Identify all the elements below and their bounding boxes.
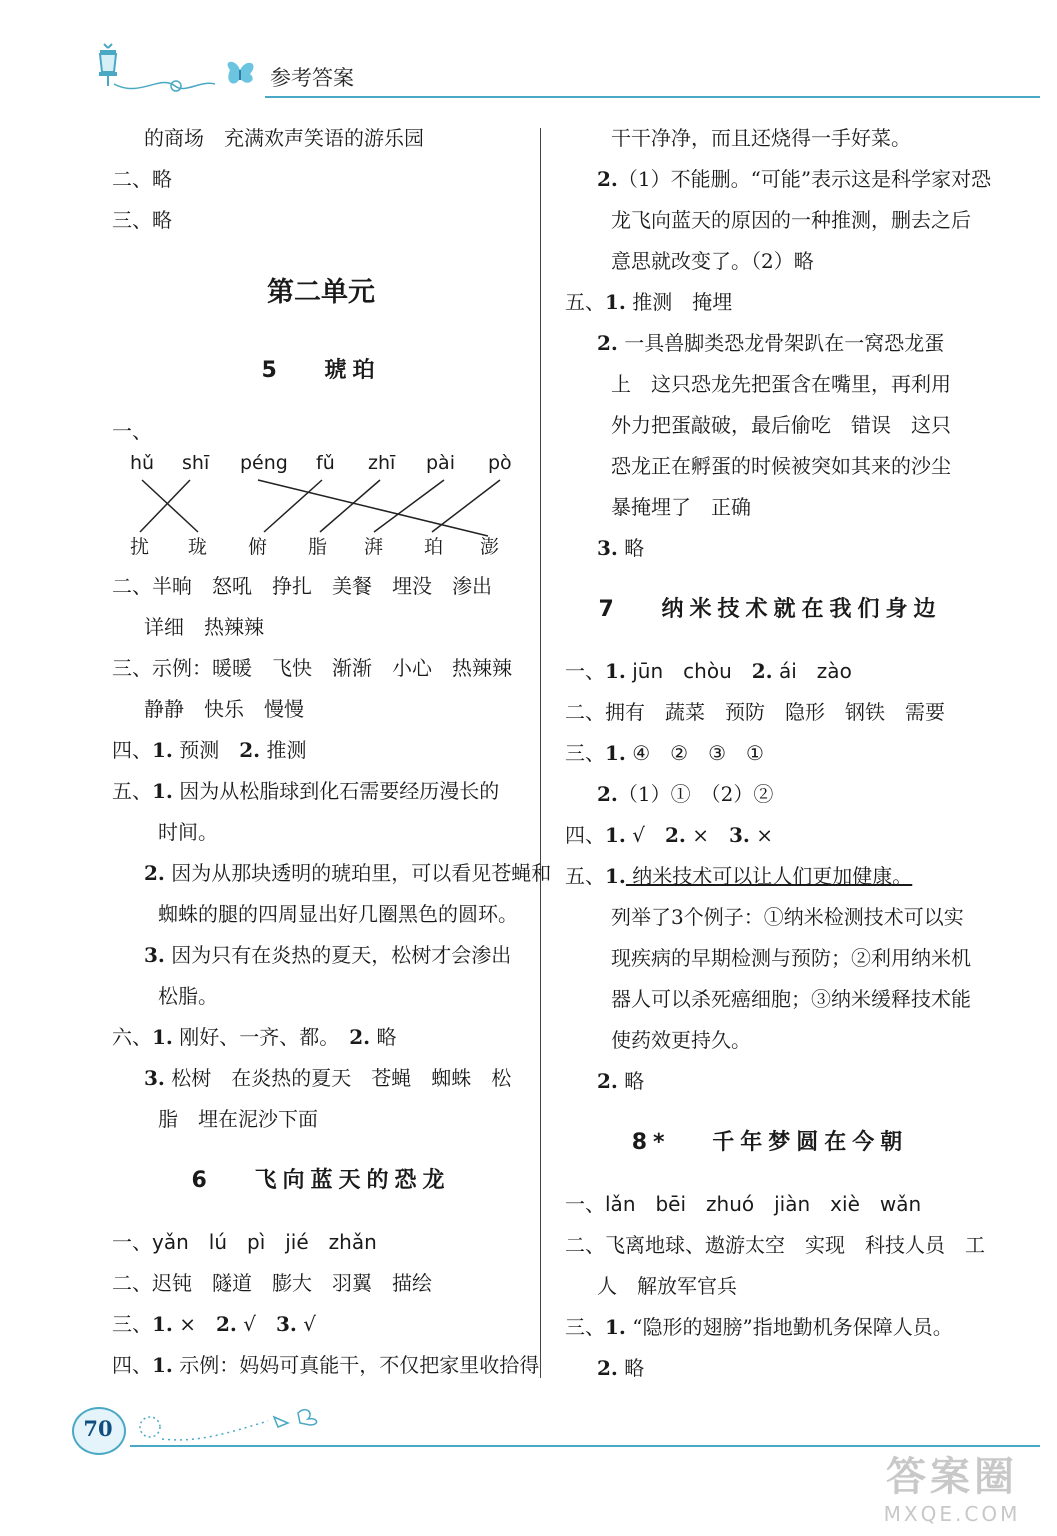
answer-text: 略 bbox=[617, 536, 645, 560]
question-prefix: 五、 bbox=[112, 779, 152, 803]
answer-line: 详细 热辣辣 bbox=[144, 615, 264, 639]
lesson-number: 6 bbox=[191, 1168, 213, 1193]
answer-text: “隐形的翅膀”指地勤机务保障人员。 bbox=[625, 1315, 953, 1339]
answer-line: 外力把蛋敲破，最后偷吃 错误 这只 bbox=[611, 413, 951, 437]
answer-line: 蜘蛛的腿的四周显出好几圈黑色的圆环。 bbox=[158, 902, 518, 926]
answer-line: 二、略 bbox=[112, 167, 172, 191]
item-number: 2. bbox=[597, 331, 618, 355]
question-prefix: 六、 bbox=[112, 1025, 152, 1049]
answer-text: ④ ② ③ ① bbox=[625, 741, 764, 765]
answer-text: 因为从那块透明的琥珀里，可以看见苍蝇和 bbox=[164, 861, 552, 885]
lesson-title bbox=[112, 345, 530, 411]
page-header bbox=[90, 40, 1040, 110]
answer-line: 二、拥有 蔬菜 预防 隐形 钢铁 需要 bbox=[565, 700, 945, 724]
item-number: 2. bbox=[144, 861, 165, 885]
pinyin-item: shī bbox=[182, 452, 210, 474]
answer-line bbox=[565, 1061, 975, 1102]
answer-line: 静静 快乐 慢慢 bbox=[144, 697, 304, 721]
answer-line: 现疾病的早期检测与预防；②利用纳米机 bbox=[611, 946, 971, 970]
answer-line: 意思就改变了。（2）略 bbox=[611, 249, 814, 273]
answer-text: 略 bbox=[370, 1025, 397, 1049]
answer-line: 干干净净，而且还烧得一手好菜。 bbox=[611, 126, 911, 150]
answer-line bbox=[112, 1222, 530, 1263]
lesson-name: 飞向蓝天的恐龙 bbox=[254, 1168, 451, 1193]
item-number: 1. bbox=[605, 741, 626, 765]
answer-line bbox=[565, 528, 975, 569]
answer-line bbox=[112, 935, 530, 976]
char-item: 澎 bbox=[480, 536, 500, 558]
lesson-title bbox=[565, 1102, 975, 1184]
answer-line: 列举了3个例子：①纳米检测技术可以实 bbox=[611, 905, 964, 929]
answer-text: 刚好、一齐、都。 bbox=[172, 1025, 350, 1049]
answer-line bbox=[565, 1184, 975, 1225]
lesson-title bbox=[112, 1140, 530, 1222]
question-prefix: 四、 bbox=[112, 1353, 152, 1377]
item-number: 1. bbox=[152, 1025, 173, 1049]
answer-text: ái zào bbox=[772, 659, 852, 683]
answer-line bbox=[565, 159, 992, 200]
question-prefix: 五、 bbox=[565, 290, 605, 314]
header-rule bbox=[265, 96, 1040, 98]
answer-line: 二、半晌 怒吼 挣扎 美餐 埋没 渗出 bbox=[112, 574, 492, 598]
item-number: 1. bbox=[605, 823, 626, 847]
answer-line: 松脂。 bbox=[158, 984, 218, 1008]
item-number: 3. bbox=[276, 1312, 297, 1336]
question-prefix: 一、 bbox=[565, 659, 605, 683]
answer-line: 暴掩埋了 正确 bbox=[611, 495, 751, 519]
answer-line: 龙飞向蓝天的原因的一种推测，删去之后 bbox=[611, 208, 971, 232]
item-number: 3. bbox=[144, 1066, 165, 1090]
answer-line bbox=[565, 1307, 975, 1348]
question-prefix: 三、 bbox=[565, 1315, 605, 1339]
answer-text: 推测 掩埋 bbox=[625, 290, 733, 314]
answer-line: 人 解放军官兵 bbox=[597, 1274, 737, 1298]
answer-line bbox=[565, 815, 975, 856]
char-item: 珀 bbox=[424, 536, 444, 558]
answer-text: √ bbox=[625, 823, 665, 847]
answer-line bbox=[565, 651, 975, 692]
answer-text: 预测 bbox=[172, 738, 240, 762]
pinyin-matching bbox=[112, 452, 530, 566]
pinyin-item: pài bbox=[426, 452, 455, 474]
item-number: 3. bbox=[597, 536, 618, 560]
item-number: 2. bbox=[597, 782, 618, 806]
item-number: 2. bbox=[751, 659, 773, 683]
unit-title: 第二单元 bbox=[267, 277, 375, 308]
item-number: 1. bbox=[152, 1353, 173, 1377]
answer-line bbox=[112, 1058, 530, 1099]
item-number: 3. bbox=[144, 943, 165, 967]
question-prefix: 四、 bbox=[565, 823, 605, 847]
site-watermark bbox=[867, 1445, 1037, 1526]
item-number: 1. bbox=[605, 864, 626, 888]
answer-text: 因为从松脂球到化石需要经历漫长的 bbox=[172, 779, 500, 803]
answer-text: × bbox=[685, 823, 730, 847]
answer-line bbox=[565, 733, 975, 774]
item-number: 2. bbox=[597, 1356, 618, 1380]
answer-line: 脂 埋在泥沙下面 bbox=[158, 1107, 318, 1131]
question-prefix: 一、 bbox=[112, 1230, 152, 1254]
left-column bbox=[112, 118, 552, 1386]
item-number: 1. bbox=[152, 779, 173, 803]
char-item: 珑 bbox=[188, 536, 208, 558]
answer-text: jūn chòu bbox=[625, 659, 752, 683]
lesson-number: 7 bbox=[598, 597, 620, 622]
answer-line bbox=[565, 856, 975, 897]
answer-text: 略 bbox=[617, 1356, 645, 1380]
page-number: 70 bbox=[83, 1416, 113, 1441]
pinyin-item: hǔ bbox=[130, 452, 155, 474]
answer-line bbox=[112, 853, 552, 894]
answer-text: 略 bbox=[617, 1069, 645, 1093]
answer-text: × bbox=[749, 823, 774, 847]
answer-line bbox=[112, 1017, 530, 1058]
item-number: 1. bbox=[152, 738, 173, 762]
answer-line: 的商场 充满欢声笑语的游乐园 bbox=[144, 126, 424, 150]
char-item: 俯 bbox=[248, 536, 268, 558]
pinyin-item: fǔ bbox=[316, 452, 335, 474]
lamp-butterfly-ornament bbox=[90, 40, 270, 100]
answer-text: × bbox=[172, 1312, 217, 1336]
column-divider bbox=[540, 128, 541, 1378]
answer-line bbox=[565, 282, 975, 323]
answer-line bbox=[112, 1304, 530, 1345]
answer-line: 器人可以杀死癌细胞；③纳米缓释技术能 bbox=[611, 987, 971, 1011]
answer-line: 一、 bbox=[112, 419, 152, 443]
item-number: 2. bbox=[349, 1025, 371, 1049]
lesson-title bbox=[565, 569, 975, 651]
answer-line bbox=[565, 774, 975, 815]
char-item: 湃 bbox=[364, 536, 384, 558]
answer-text: 推测 bbox=[260, 738, 307, 762]
item-number: 3. bbox=[729, 823, 750, 847]
answer-text: yǎn lú pì jié zhǎn bbox=[152, 1230, 377, 1254]
answer-text: （1）① （2）② bbox=[617, 782, 774, 806]
item-number: 1. bbox=[152, 1312, 173, 1336]
lesson-number: 8* bbox=[631, 1130, 671, 1155]
answer-line bbox=[112, 1345, 540, 1386]
item-number: 2. bbox=[597, 1069, 618, 1093]
lesson-number: 5 bbox=[261, 358, 283, 383]
watermark-cn: 答案圈 bbox=[886, 1454, 1018, 1500]
item-number: 1. bbox=[605, 659, 626, 683]
lesson-name: 纳米技术就在我们身边 bbox=[661, 597, 942, 622]
item-number: 1. bbox=[605, 290, 626, 314]
answer-text: lǎn bēi zhuó jiàn xiè wǎn bbox=[605, 1192, 922, 1216]
question-prefix: 三、 bbox=[112, 1312, 152, 1336]
watermark-en: MXQE.COM bbox=[883, 1502, 1021, 1526]
answer-text: √ bbox=[236, 1312, 277, 1336]
answer-line: 上 这只恐龙先把蛋含在嘴里，再利用 bbox=[611, 372, 951, 396]
right-column bbox=[565, 118, 992, 1389]
header-title: 参考答案 bbox=[270, 66, 354, 90]
question-prefix: 一、 bbox=[565, 1192, 605, 1216]
char-item: 扰 bbox=[130, 536, 150, 558]
answer-line: 时间。 bbox=[158, 820, 218, 844]
answer-line: 二、飞离地球、遨游太空 实现 科技人员 工 bbox=[565, 1233, 985, 1257]
answer-line: 二、迟钝 隧道 膨大 羽翼 描绘 bbox=[112, 1271, 432, 1295]
question-prefix: 五、 bbox=[565, 864, 605, 888]
answer-line bbox=[112, 771, 530, 812]
item-number: 2. bbox=[597, 167, 618, 191]
question-prefix: 四、 bbox=[112, 738, 152, 762]
answer-line bbox=[565, 323, 975, 364]
pinyin-item: zhī bbox=[368, 452, 396, 474]
item-number: 2. bbox=[239, 738, 261, 762]
answer-line: 恐龙正在孵蛋的时候被突如其来的沙尘 bbox=[611, 454, 951, 478]
answer-text: 一具兽脚类恐龙骨架趴在一窝恐龙蛋 bbox=[617, 331, 945, 355]
underlined-answer: 纳米技术可以让人们更加健康。 bbox=[625, 864, 913, 888]
item-number: 1. bbox=[605, 1315, 626, 1339]
char-item: 脂 bbox=[308, 536, 328, 558]
answer-line: 使药效更持久。 bbox=[611, 1028, 751, 1052]
answer-text: 示例：妈妈可真能干，不仅把家里收拾得 bbox=[172, 1353, 540, 1377]
answer-text: 松树 在炎热的夏天 苍蝇 蜘蛛 松 bbox=[164, 1066, 512, 1090]
lesson-name: 琥珀 bbox=[324, 358, 381, 383]
answer-line: 三、示例：暖暖 飞快 渐渐 小心 热辣辣 bbox=[112, 656, 512, 680]
answer-text: 因为只有在炎热的夏天，松树才会渗出 bbox=[164, 943, 512, 967]
answer-text: √ bbox=[296, 1312, 317, 1336]
pinyin-item: pò bbox=[488, 452, 512, 474]
question-prefix: 三、 bbox=[565, 741, 605, 765]
answer-line bbox=[112, 730, 530, 771]
pinyin-item: péng bbox=[240, 452, 288, 474]
item-number: 2. bbox=[216, 1312, 237, 1336]
item-number: 2. bbox=[665, 823, 686, 847]
dotted-flight-ornament bbox=[128, 1403, 328, 1449]
lesson-name: 千年梦圆在今朝 bbox=[712, 1130, 909, 1155]
answer-text: （1）不能删。“可能”表示这是科学家对恐 bbox=[617, 167, 992, 191]
answer-line bbox=[565, 1348, 975, 1389]
answer-line: 三、略 bbox=[112, 208, 172, 232]
